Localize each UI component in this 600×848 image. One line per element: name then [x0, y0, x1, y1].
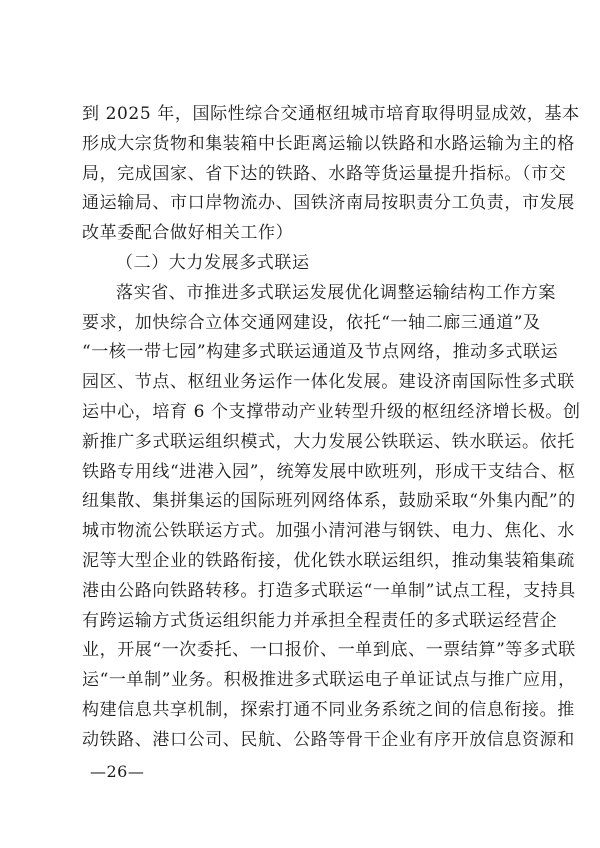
paragraph-line: 通运输局、市口岸物流办、国铁济南局按职责分工负责，市发展	[82, 193, 575, 214]
paragraph-line: 园区、节点、枢纽业务运作一体化发展。建设济南国际性多式联	[82, 372, 575, 393]
paragraph-line: 泥等大型企业的铁路衔接，优化铁水联运组织，推动集装箱集疏	[82, 550, 575, 571]
body-text	[82, 100, 581, 756]
section-heading: （二）大力发展多式联运	[116, 252, 310, 273]
paragraph-line: 新推广多式联运组织模式，大力发展公铁联运、铁水联运。依托	[82, 431, 575, 452]
page-number: —26—	[90, 762, 145, 781]
paragraph-line: 铁路专用线“进港入园”，统筹发展中欧班列，形成干支结合、枢	[82, 461, 576, 482]
paragraph-line: 落实省、市推进多式联运发展优化调整运输结构工作方案	[116, 282, 556, 303]
paragraph-line: 纽集散、集拼集运的国际班列网络体系，鼓励采取“外集内配”的	[82, 491, 576, 512]
paragraph-line: 构建信息共享机制，探索打通不同业务系统之间的信息衔接。推	[82, 699, 575, 720]
paragraph-line: 局，完成国家、省下达的铁路、水路等货运量提升指标。（市交	[82, 163, 567, 184]
paragraph-line: 形成大宗货物和集装箱中长距离运输以铁路和水路运输为主的格	[82, 133, 575, 154]
paragraph-line: 港由公路向铁路转移。打造多式联运“一单制”试点工程，支持具	[82, 580, 576, 601]
paragraph-line: 业，开展“一次委托、一口报价、一单到底、一票结算”等多式联	[82, 640, 576, 661]
paragraph-line: “一核一带七园”构建多式联运通道及节点网络，推动多式联运	[82, 342, 559, 363]
paragraph-line: 改革委配合做好相关工作）	[82, 223, 294, 244]
paragraph-line: 运中心，培育 6 个支撑带动产业转型升级的枢纽经济增长极。创	[82, 401, 581, 422]
paragraph-line: 要求，加快综合立体交通网建设，依托“一轴二廊三通道”及	[82, 312, 541, 333]
paragraph-line: 有跨运输方式货运组织能力并承担全程责任的多式联运经营企	[82, 610, 558, 631]
paragraph-line: 城市物流公铁联运方式。加强小清河港与钢铁、电力、焦化、水	[82, 521, 575, 542]
paragraph-line: 到 2025 年，国际性综合交通枢纽城市培育取得明显成效，基本	[82, 104, 580, 124]
paragraph-line: 动铁路、港口公司、民航、公路等骨干企业有序开放信息资源和	[82, 729, 575, 750]
paragraph-line: 运“一单制”业务。积极推进多式联运电子单证试点与推广应用，	[82, 670, 576, 691]
